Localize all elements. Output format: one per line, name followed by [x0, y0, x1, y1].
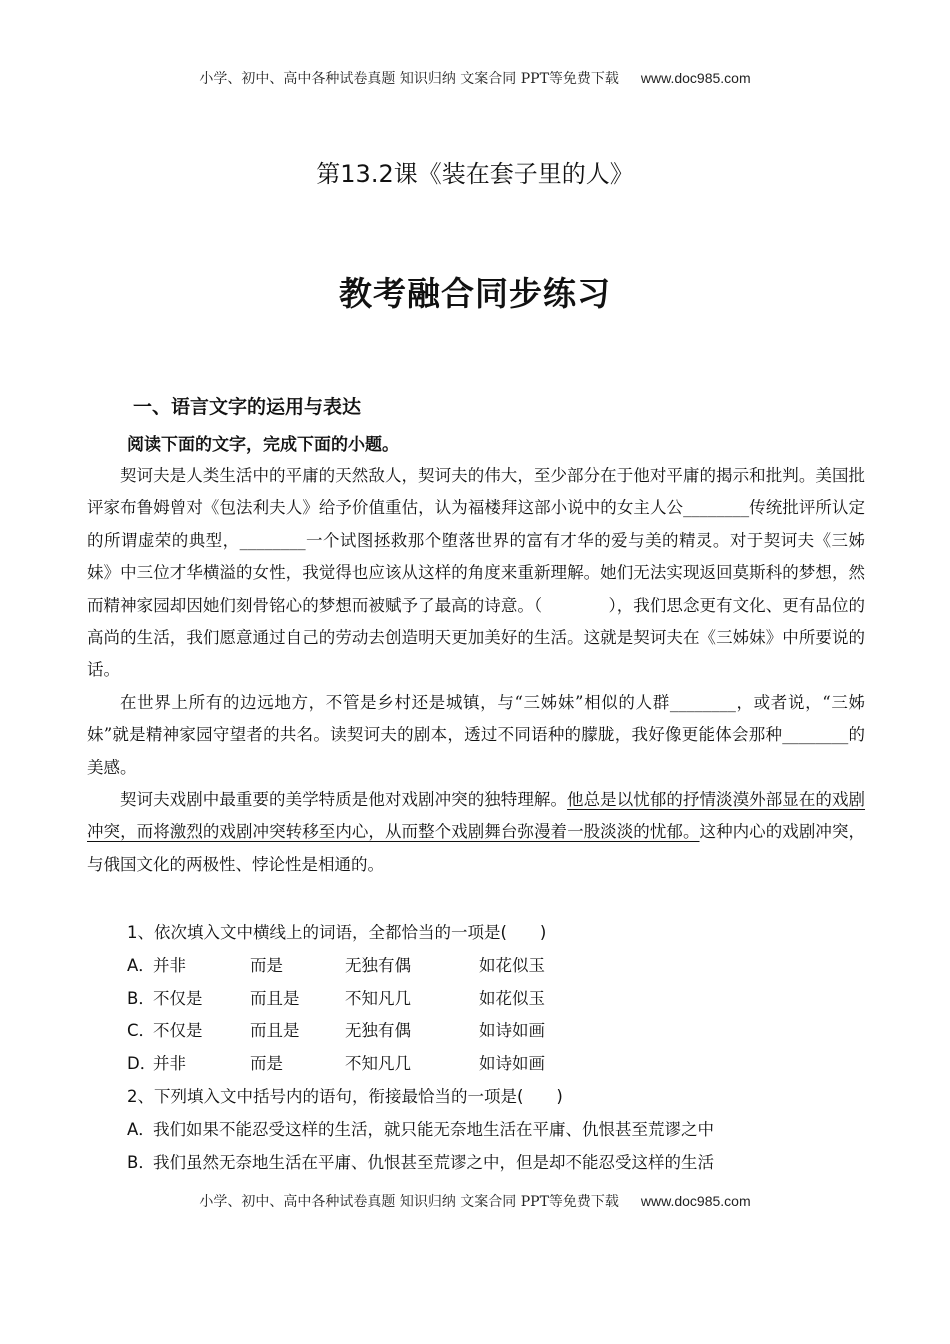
question-1-option-b[interactable] [127, 983, 867, 1016]
option-letter: C． [127, 1021, 156, 1041]
question-1-option-d[interactable] [127, 1048, 867, 1081]
option-word-1: 并非 [153, 1054, 186, 1074]
page-header [0, 68, 950, 88]
passage-p3-end: 这种内心的戏剧冲突，与俄国文化的两极性、悖论性是相通的。 [87, 822, 866, 874]
page-footer [0, 1191, 950, 1211]
reading-passage [87, 460, 865, 881]
passage-p3-start: 契诃夫戏剧中最重要的美学特质是他对戏剧冲突的独特理解。 [120, 790, 568, 810]
option-word-3: 无独有偶 [345, 1021, 411, 1041]
question-2-option-a[interactable] [127, 1114, 867, 1147]
question-2-option-b[interactable] [127, 1147, 867, 1180]
footer-text: 小学、初中、高中各种试卷真题 知识归纳 文案合同 PPT等免费下载 [199, 1194, 619, 1210]
reading-instruction: 阅读下面的文字，完成下面的小题。 [127, 435, 399, 455]
option-word-4: 如诗如画 [479, 1054, 545, 1074]
option-word-4: 如诗如画 [479, 1021, 545, 1041]
option-word-3: 不知凡几 [345, 1054, 411, 1074]
option-letter: D． [127, 1054, 157, 1074]
question-1-option-c[interactable] [127, 1015, 867, 1048]
question-1-option-a[interactable] [127, 950, 867, 983]
header-text: 小学、初中、高中各种试卷真题 知识归纳 文案合同 PPT等免费下载 [199, 71, 619, 87]
passage-paragraph-1: 契诃夫是人类生活中的平庸的天然敌人，契诃夫的伟大，至少部分在于他对平庸的揭示和批判。美国批评家布鲁姆曾对《包法利夫人》给予价值重估，认为福楼拜这部小说中的女主人公________传统批评所认定的所谓虚荣的典型，________一个试图拯救那个堕落世界的富有才华的爱与美的精灵。对于契诃夫《三姊妹》中三位才华横溢的女性，我觉得也应该从这样的角度来重新理解。她们无法实现返回莫斯科的梦想，然而精神家园却因她们刻骨铭心的梦想而被赋予了最高的诗意。（ ），我们思念更有文化、更有品位的高尚的生活，我们愿意通过自己的劳动去创造明天更加美好的生活。这就是契诃夫在《三姊妹》中所要说的话。 [87, 466, 865, 680]
option-letter: A． [127, 1119, 155, 1139]
question-1-stem: 1、依次填入文中横线上的词语，全都恰当的一项是( ) [127, 923, 547, 942]
passage-paragraph-3 [87, 784, 865, 881]
footer-site-link[interactable]: www.doc985.com [640, 1193, 751, 1209]
lesson-title: 第13.2课《装在套子里的人》 [316, 160, 634, 188]
question-list [127, 917, 867, 1179]
section-heading: 一、语言文字的运用与表达 [133, 396, 362, 418]
option-word-4: 如花似玉 [479, 988, 545, 1008]
exercise-title: 教考融合同步练习 [339, 274, 611, 313]
option-letter: A． [127, 955, 155, 975]
option-word-1: 并非 [153, 955, 186, 975]
option-letter: B． [127, 988, 155, 1008]
option-word-4: 如花似玉 [479, 955, 545, 975]
option-word-2: 而是 [250, 955, 283, 975]
option-word-2: 而且是 [250, 988, 300, 1008]
option-word-3: 无独有偶 [345, 955, 411, 975]
option-word-1: 不仅是 [153, 988, 203, 1008]
header-site-link[interactable]: www.doc985.com [640, 70, 751, 86]
option-letter: B． [127, 1152, 155, 1172]
option-text: 我们如果不能忍受这样的生活，就只能无奈地生活在平庸、仇恨甚至荒谬之中 [153, 1119, 714, 1139]
option-word-1: 不仅是 [153, 1021, 203, 1041]
question-2-stem: 2、下列填入文中括号内的语句，衔接最恰当的一项是( ) [127, 1086, 563, 1106]
passage-paragraph-2: 在世界上所有的边远地方，不管是乡村还是城镇，与“三姊妹”相似的人群________，或者说，“三姊妹”就是精神家园守望者的共名。读契诃夫的剧本，透过不同语种的朦胧，我好像更能体会那种________的美感。 [87, 692, 865, 777]
option-word-2: 而且是 [250, 1021, 300, 1041]
option-word-3: 不知凡几 [345, 988, 411, 1008]
underlined-sentence: 他总是以忧郁的抒情淡漠外部显在的戏剧冲突，而将激烈的戏剧冲突转移至内心，从而整个戏剧舞台弥漫着一股淡淡的忧郁。 [87, 790, 866, 842]
option-text: 我们虽然无奈地生活在平庸、仇恨甚至荒谬之中，但是却不能忍受这样的生活 [153, 1152, 714, 1172]
option-word-2: 而是 [250, 1054, 283, 1074]
